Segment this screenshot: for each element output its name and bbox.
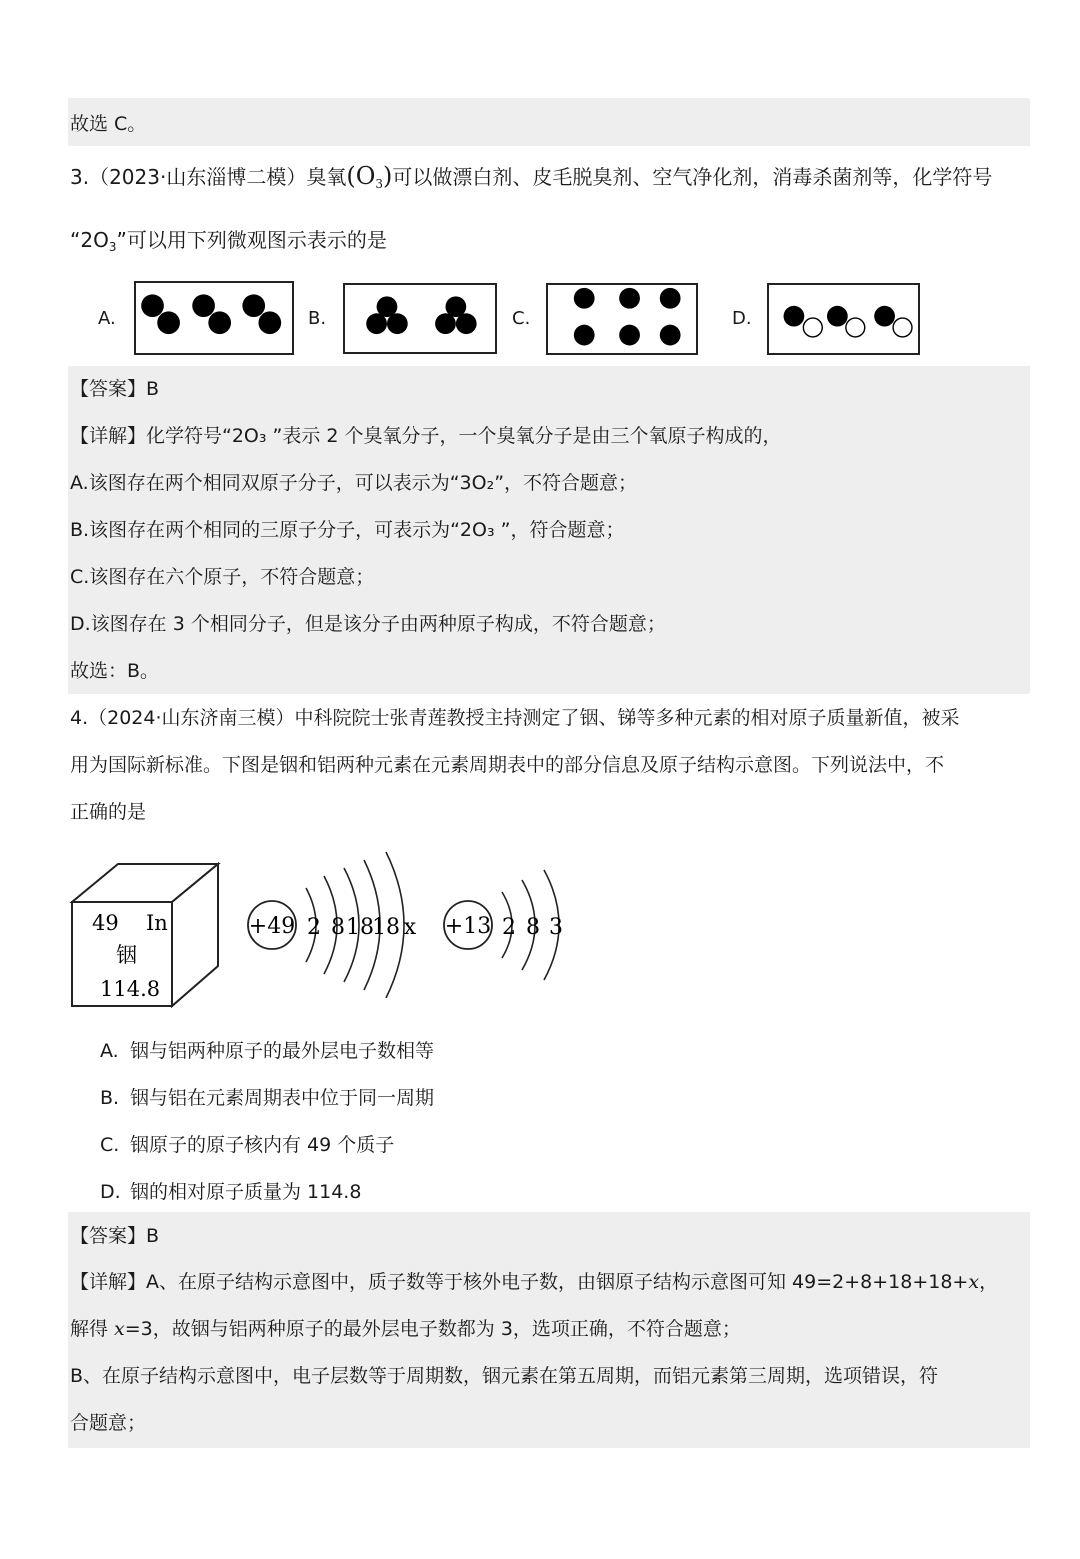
q4-detail-line: 合题意； [70, 1412, 147, 1434]
aluminum-shell-1: 2 [502, 915, 516, 940]
element-name: 铟 [116, 943, 137, 967]
aluminum-shell-2: 8 [526, 915, 540, 940]
q3-option-b-label: B. [308, 308, 327, 329]
q4-stem-line: 4.（2024·山东济南三模）中科院院士张青莲教授主持测定了铟、锑等多种元素的相对原子质量新值，被采 [70, 707, 960, 729]
q3-option-b-diagram [343, 283, 497, 354]
q4-detail-line: B、在原子结构示意图中，电子层数等于周期数，铟元素在第五周期，而铝元素第三周期，选项错误，符 [70, 1365, 939, 1387]
solution-block-top [68, 98, 1030, 146]
element-atomic-number: 49 [92, 911, 119, 935]
q3-stem-part: 可以做漂白剂、皮毛脱臭剂、空气净化剂，消毒杀菌剂等，化学符号 [392, 165, 993, 189]
q3-detail-line: B.该图存在两个相同的三原子分子，可表示为“2O₃ ”，符合题意； [70, 519, 625, 541]
q3-stem-part: 3.（2023·山东淄博二模）臭氧 [70, 165, 347, 189]
q3-option-a-label: A. [98, 308, 116, 329]
indium-nucleus: +49 [248, 914, 296, 939]
top-conclusion: 故选 C。 [70, 113, 147, 135]
indium-shell-1: 2 [307, 915, 321, 940]
element-mass: 114.8 [100, 977, 161, 1001]
indium-shell-5: x [403, 915, 417, 940]
indium-shell-2: 8 [331, 915, 345, 940]
element-symbol: In [146, 911, 168, 935]
q4-choice-c: C. 铟原子的原子核内有 49 个质子 [100, 1134, 395, 1156]
q3-option-c-diagram [546, 283, 698, 355]
q3-option-d-diagram [767, 283, 920, 355]
q4-answer: 【答案】B [70, 1225, 160, 1247]
indium-element-cell [66, 860, 226, 1012]
indium-shell-3: 18 [346, 915, 374, 940]
aluminum-nucleus: +13 [444, 914, 492, 939]
q3-stem-line2: “$2O_3$”可以用下列微观图示表示的是 [70, 228, 387, 254]
indium-shell-4: 18 [372, 915, 400, 940]
q3-detail-line: 故选：B。 [70, 660, 160, 682]
q3-detail-line: 【详解】化学符号“2O₃ ”表示 2 个臭氧分子，一个臭氧分子是由三个氧原子构成的， [70, 425, 782, 447]
q3-answer: 【答案】B [70, 378, 160, 400]
q3-stem-line1 [70, 164, 992, 196]
q3-option-a-diagram [134, 281, 294, 355]
q4-detail-line: 【详解】A、在原子结构示意图中，质子数等于核外电子数，由铟原子结构示意图可知 49=2+8+18+18+x， [70, 1271, 999, 1293]
q3-option-d-label: D. [732, 308, 752, 329]
q4-choice-a: A. 铟与铝两种原子的最外层电子数相等 [100, 1040, 435, 1062]
q3-detail-line: C.该图存在六个原子，不符合题意； [70, 566, 375, 588]
q3-option-c-label: C. [512, 308, 531, 329]
aluminum-shell-3: 3 [549, 915, 563, 940]
q4-stem-line: 正确的是 [70, 801, 147, 823]
q3-detail-line: A.该图存在两个相同双原子分子，可以表示为“3O₂”，不符合题意； [70, 472, 638, 494]
aluminum-atom-structure [440, 864, 570, 984]
q4-choice-d: D. 铟的相对原子质量为 114.8 [100, 1181, 362, 1203]
q4-stem-line: 用为国际新标准。下图是铟和铝两种元素在元素周期表中的部分信息及原子结构示意图。下列说法中，不 [70, 754, 945, 776]
q3-formula: $(O_3)$ [346, 162, 393, 191]
indium-atom-structure [244, 848, 424, 998]
q4-detail-line: 解得 x=3，故铟与铝两种原子的最外层电子数都为 3，选项正确，不符合题意； [70, 1318, 741, 1340]
q4-choice-b: B. 铟与铝在元素周期表中位于同一周期 [100, 1087, 435, 1109]
q3-detail-line: D.该图存在 3 个相同分子，但是该分子由两种原子构成，不符合题意； [70, 613, 666, 635]
